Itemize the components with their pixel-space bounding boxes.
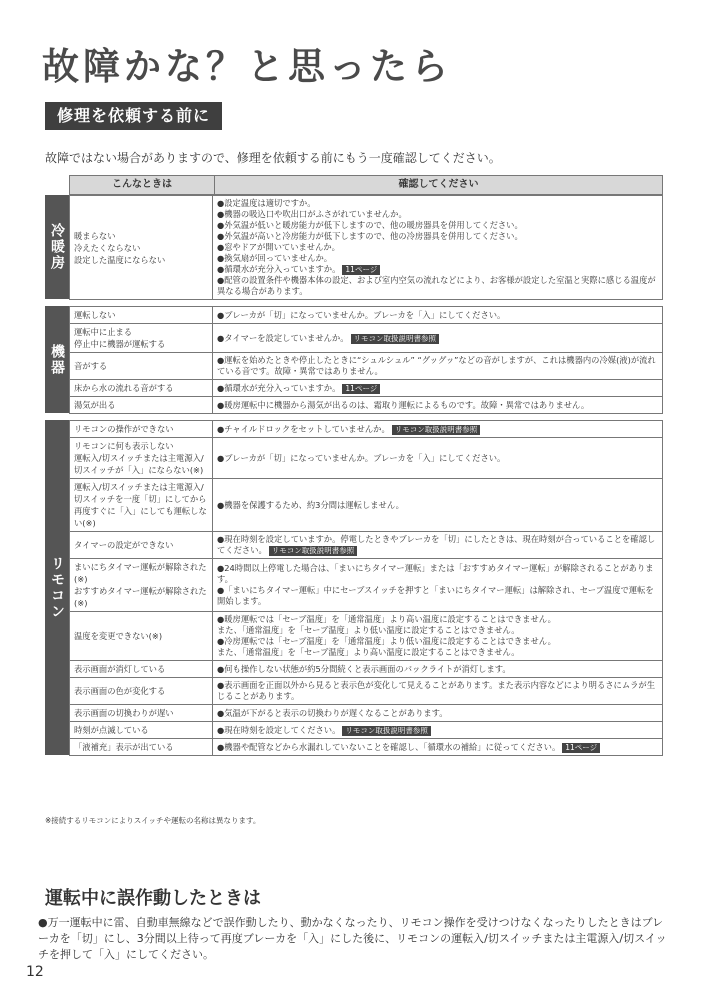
- check-item: [217, 220, 658, 231]
- check-text: ●循環水が充分入っていますか。: [217, 382, 341, 393]
- condition-cell: [69, 324, 213, 352]
- check-cell: [213, 397, 663, 413]
- check-item: [217, 500, 658, 511]
- bottom-text: ●万一運転中に雷、自動車無線などで誤作動したり、動かなくなったり、リモコン操作を受けつけなくなったりしたときはブレーカを「切」にし、3分間以上待って再度ブレーカを「入」にした後に、リモコンの運転入/切スイッチまたは主電源入/切スイッチを押して「入」にしてください。: [38, 916, 667, 961]
- category-label: リモコン: [45, 420, 69, 756]
- check-item: [217, 708, 658, 719]
- table-row: [69, 195, 663, 300]
- footnote: ※接続するリモコンによりスイッチや運転の名称は異なります。: [45, 816, 261, 825]
- reference-badge: 11ページ: [342, 384, 380, 394]
- condition-text: リモコンに何も表示しない: [74, 441, 174, 451]
- check-text: ●現在時刻を設定してください。: [217, 724, 341, 735]
- check-cell: [213, 438, 663, 478]
- condition-text: まいにちタイマー運転が解除された(※): [74, 562, 207, 584]
- table-row: [69, 661, 663, 678]
- condition-cell: [69, 380, 213, 396]
- check-item: [217, 614, 658, 625]
- check-cell: [213, 307, 663, 323]
- check-item: [217, 647, 658, 658]
- check-item: [217, 585, 658, 607]
- check-text: ●表示画面を正面以外から見ると表示色が変化して見えることがあります。また表示内容などにより明るさにムラが生じることがあります。: [217, 680, 656, 701]
- check-item: [217, 231, 658, 242]
- check-text: ●機器や配管などから水漏れしていないことを確認し、「循環水の補給」に従ってください。: [217, 741, 561, 752]
- condition-text: 音がする: [74, 361, 108, 371]
- check-item: [217, 636, 658, 647]
- table-header: [45, 175, 663, 195]
- table-row: [69, 532, 663, 559]
- check-text: ●チャイルドロックをセットしていませんか。: [217, 423, 390, 434]
- table-row: [69, 306, 663, 324]
- condition-text: タイマーの設定ができない: [74, 540, 174, 550]
- check-text: ●ブレーカが「切」になっていませんか。ブレーカを「入」にしてください。: [217, 452, 506, 463]
- check-text: ●「まいにちタイマー運転」中にセーブスイッチを押すと「まいにちタイマー運転」は解除され、セーブ温度で運転を開始します。: [217, 585, 654, 606]
- condition-cell: [69, 438, 213, 478]
- sub-title: 運転中に誤作動したときは: [45, 888, 261, 909]
- check-cell: [213, 479, 663, 531]
- condition-cell: [69, 353, 213, 379]
- check-item: [217, 742, 658, 753]
- check-text: ●冷房運転では「セーブ温度」を「通常温度」より低い温度に設定することはできません。: [217, 636, 556, 646]
- category-label: 冷暖房: [45, 195, 69, 300]
- check-item: [217, 275, 658, 297]
- check-text: ●気温が下がると表示の切換わりが遅くなることがあります。: [217, 707, 448, 718]
- condition-cell: [69, 307, 213, 323]
- reference-badge: 11ページ: [562, 743, 600, 753]
- table-row: [69, 559, 663, 612]
- check-cell: [213, 739, 663, 755]
- table-row: [69, 324, 663, 353]
- check-cell: [213, 421, 663, 437]
- check-text: ●機器の吸込口や吹出口がふさがれていませんか。: [217, 209, 407, 219]
- check-cell: [213, 722, 663, 738]
- check-text: ●ブレーカが「切」になっていませんか。ブレーカを「入」にしてください。: [217, 309, 506, 320]
- section-label: 修理を依頼する前に: [45, 102, 222, 130]
- check-cell: [213, 353, 663, 379]
- condition-text: 冷えたくならない: [74, 242, 141, 253]
- table-row: [69, 479, 663, 532]
- condition-text: 運転しない: [74, 310, 116, 320]
- check-text: ●暖房運転では「セーブ温度」を「通常温度」より高い温度に設定することはできません。: [217, 614, 556, 624]
- condition-text: 暖まらない: [74, 230, 116, 241]
- check-item: [217, 310, 658, 321]
- condition-text: 時刻が点滅している: [74, 725, 149, 735]
- condition-text: 温度を変更できない(※): [74, 631, 163, 641]
- check-item: [217, 563, 658, 585]
- check-text: ●窓やドアが開いていませんか。: [217, 242, 340, 252]
- check-text: また、「通常温度」を「セーブ温度」より高い温度に設定することはできません。: [217, 647, 520, 657]
- table-row: [69, 739, 663, 756]
- check-text: ●現在時刻を設定していますか。停電したときやブレーカを「切」にしたときは、現在時刻が合っていることを確認してください。: [217, 534, 656, 555]
- check-cell: [213, 380, 663, 396]
- condition-cell: [69, 678, 213, 704]
- table-row: [69, 722, 663, 739]
- check-item: [217, 400, 658, 411]
- column-header-condition: こんなときは: [69, 175, 215, 195]
- check-cell: [213, 324, 663, 352]
- reference-badge: リモコン取扱説明書参照: [392, 425, 481, 435]
- condition-cell: [69, 612, 213, 660]
- condition-text: 表示画面の色が変化する: [74, 686, 166, 696]
- check-text: ●タイマーを設定していませんか。: [217, 332, 349, 343]
- check-cell: [213, 678, 663, 704]
- condition-cell: [69, 479, 213, 531]
- reference-badge: リモコン取扱説明書参照: [351, 334, 440, 344]
- condition-text: 設定した温度にならない: [74, 254, 166, 265]
- condition-cell: [69, 559, 213, 611]
- condition-text: 運転入/切スイッチまたは主電源入/切スイッチが「入」にならない(※): [74, 453, 204, 475]
- condition-text: 表示画面の切換わりが遅い: [74, 708, 174, 718]
- condition-cell: [69, 722, 213, 738]
- condition-text: 停止中に機器が運転する: [74, 339, 166, 349]
- condition-cell: [69, 532, 213, 558]
- check-item: [217, 209, 658, 220]
- reference-badge: 11ページ: [342, 265, 380, 275]
- condition-text: おすすめタイマー運転が解除された(※): [74, 586, 207, 608]
- table-row: [69, 678, 663, 705]
- check-cell: [213, 661, 663, 677]
- check-item: [217, 680, 658, 702]
- reference-badge: リモコン取扱説明書参照: [269, 546, 358, 556]
- condition-text: 運転入/切スイッチまたは主電源入/切スイッチを一度「切」にしてから再度すぐに「入」にしても運転しない(※): [74, 482, 207, 528]
- reference-badge: リモコン取扱説明書参照: [342, 726, 431, 736]
- check-text: ●運転を始めたときや停止したときに“シュルシュル” “グッグッ”などの音がしますが、これは機器内の冷媒(液)が流れている音です。故障・異常ではありません。: [217, 355, 656, 376]
- condition-text: 床から水の流れる音がする: [74, 383, 174, 393]
- check-text: ●外気温が低いと暖房能力が低下しますので、他の暖房器具を併用してください。: [217, 220, 523, 230]
- column-header-check: 確認してください: [215, 175, 663, 195]
- check-item: [217, 664, 658, 675]
- condition-cell: [69, 705, 213, 721]
- check-item: [217, 424, 658, 435]
- condition-cell: [69, 397, 213, 413]
- condition-text: リモコンの操作ができない: [74, 424, 174, 434]
- condition-cell: [69, 739, 213, 755]
- check-cell: [213, 559, 663, 611]
- check-text: ●24時間以上停電した場合は、「まいにちタイマー運転」または「おすすめタイマー運転」が解除されることがあります。: [217, 563, 654, 584]
- table-row: [69, 420, 663, 438]
- table-row: [69, 438, 663, 479]
- table-group: [45, 195, 663, 300]
- condition-text: 湯気が出る: [74, 400, 116, 410]
- condition-cell: [69, 196, 213, 299]
- check-text: ●配管の設置条件や機器本体の設定、および室内空気の流れなどにより、お客様が設定した室温と実際に感じる温度が異なる場合があります。: [217, 275, 656, 296]
- check-text: ●機器を保護するため、約3分間は運転しません。: [217, 499, 404, 510]
- check-item: [217, 355, 658, 377]
- check-item: [217, 242, 658, 253]
- check-cell: [213, 705, 663, 721]
- condition-text: 「液補充」表示が出ている: [74, 742, 174, 752]
- check-item: [217, 264, 658, 275]
- condition-text: 表示画面が消灯している: [74, 664, 166, 674]
- condition-text: 運転中に止まる: [74, 327, 133, 337]
- check-item: [217, 625, 658, 636]
- table-row: [69, 397, 663, 414]
- table-row: [69, 705, 663, 722]
- check-item: [217, 253, 658, 264]
- check-item: [217, 383, 658, 394]
- table-group: [45, 306, 663, 414]
- check-item: [217, 725, 658, 736]
- condition-cell: [69, 661, 213, 677]
- condition-cell: [69, 421, 213, 437]
- check-text: ●設定温度は適切ですか。: [217, 198, 316, 208]
- table-row: [69, 380, 663, 397]
- check-text: ●循環水が充分入っていますか。: [217, 264, 341, 274]
- page-title: 故障かな？と思ったら: [42, 45, 452, 88]
- troubleshooting-table: [45, 175, 663, 756]
- check-text: ●暖房運転中に機器から湯気が出るのは、霜取り運転によるものです。故障・異常ではありません。: [217, 399, 590, 410]
- table-group: [45, 420, 663, 756]
- check-item: [217, 453, 658, 464]
- check-cell: [213, 532, 663, 558]
- check-item: [217, 333, 658, 344]
- check-text: ●換気扇が回っていませんか。: [217, 253, 333, 263]
- check-item: [217, 534, 658, 556]
- check-cell: [213, 196, 663, 299]
- check-text: また、「通常温度」を「セーブ温度」より低い温度に設定することはできません。: [217, 625, 520, 635]
- check-cell: [213, 612, 663, 660]
- page-number: 12: [26, 964, 44, 980]
- category-label: 機器: [45, 306, 69, 414]
- check-text: ●外気温が高いと冷房能力が低下しますので、他の冷房器具を併用してください。: [217, 231, 523, 241]
- table-row: [69, 612, 663, 661]
- table-row: [69, 353, 663, 380]
- check-text: ●何も操作しない状態が約5分間続くと表示画面のバックライトが消灯します。: [217, 663, 511, 674]
- table-body: [45, 195, 663, 756]
- intro-text: 故障ではない場合がありますので、修理を依頼する前にもう一度確認してください。: [45, 151, 501, 165]
- check-item: [217, 198, 658, 209]
